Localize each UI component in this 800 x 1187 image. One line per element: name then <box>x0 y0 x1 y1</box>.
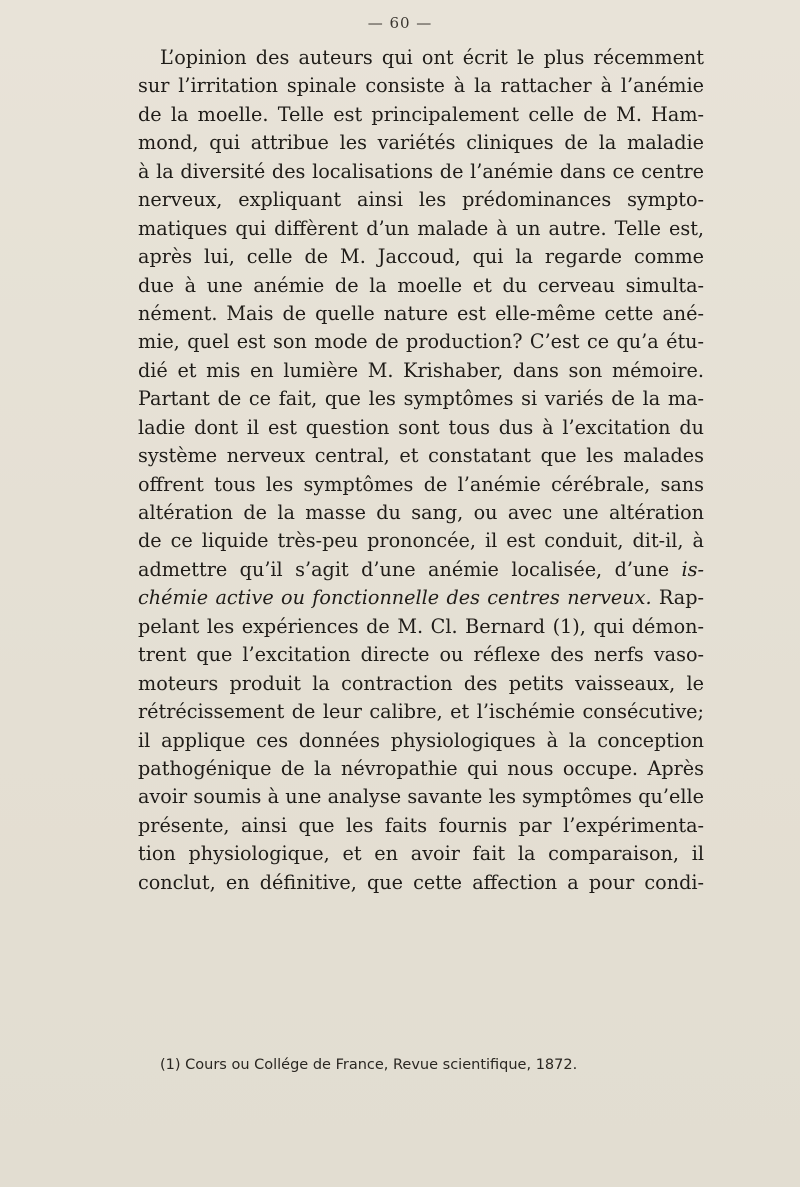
page-number: — 60 — <box>367 14 433 32</box>
text-line: pathogénique de la névropathie qui nous occupe. Après <box>138 756 704 780</box>
text-line: système nerveux central, et constatant que les malades <box>138 444 704 468</box>
text-line: due à une anémie de la moelle et du cerveau simulta- <box>138 273 704 297</box>
text-line: rétrécissement de leur calibre, et l’ischémie consécutive; <box>138 700 704 724</box>
text-line-mixed <box>138 556 704 584</box>
text-line: matiques qui diffèrent d’un malade à un autre. Telle est, <box>138 216 704 240</box>
text-line: présente, ainsi que les faits fournis par l’expérimenta- <box>138 813 704 837</box>
text-line: sur l’irritation spinale consiste à la rattacher à l’anémie <box>138 74 704 98</box>
italic-fragment: is- <box>681 557 704 581</box>
text-line: de ce liquide très-peu prononcée, il est conduit, dit-il, à <box>138 529 704 553</box>
text-line: à la diversité des localisations de l’anémie dans ce centre <box>138 159 704 183</box>
body-text <box>138 44 704 897</box>
text-line: de la moelle. Telle est principalement celle de M. Ham- <box>138 102 704 126</box>
text-line: offrent tous les symptômes de l’anémie cérébrale, sans <box>138 472 704 496</box>
text-line: pelant les expériences de M. Cl. Bernard (1), qui démon- <box>138 614 704 638</box>
text-line: mond, qui attribue les variétés cliniques de la maladie <box>138 131 704 155</box>
text-line: moteurs produit la contraction des petits vaisseaux, le <box>138 671 704 695</box>
text-line: il applique ces données physiologiques à la conception <box>138 728 704 752</box>
footnote: (1) Cours ou Collége de France, Revue scientifique, 1872. <box>160 1057 578 1073</box>
text-line: nément. Mais de quelle nature est elle-même cette ané- <box>138 301 704 325</box>
text-line: mie, quel est son mode de production? C’est ce qu’a étu- <box>138 330 704 354</box>
text-line: nerveux, expliquant ainsi les prédominances sympto- <box>138 188 704 212</box>
text-line-mixed <box>138 584 704 612</box>
text-fragment: admettre qu’il s’agit d’une anémie localisée, d’une <box>138 557 670 581</box>
text-line: altération de la masse du sang, ou avec une altération <box>138 501 704 524</box>
text-line: avoir soumis à une analyse savante les symptômes qu’elle <box>138 785 704 809</box>
text-line: L’opinion des auteurs qui ont écrit le plus récemment <box>160 46 704 69</box>
text-line: Partant de ce fait, que les symptômes si variés de la ma- <box>138 387 704 411</box>
text-line: trent que l’excitation directe ou réflexe des nerfs vaso- <box>138 643 704 667</box>
text-line: tion physiologique, et en avoir fait la comparaison, il <box>138 842 704 866</box>
text-fragment: Rap- <box>651 586 704 610</box>
italic-fragment: chémie active ou fonctionnelle des centres nerveux. <box>138 586 652 610</box>
text-line: ladie dont il est question sont tous dus à l’excitation du <box>138 415 704 439</box>
text-line: conclut, en définitive, que cette affection a pour condi- <box>138 870 704 894</box>
text-line: dié et mis en lumière M. Krishaber, dans son mémoire. <box>138 358 704 382</box>
text-line: après lui, celle de M. Jaccoud, qui la regarde comme <box>138 245 704 269</box>
